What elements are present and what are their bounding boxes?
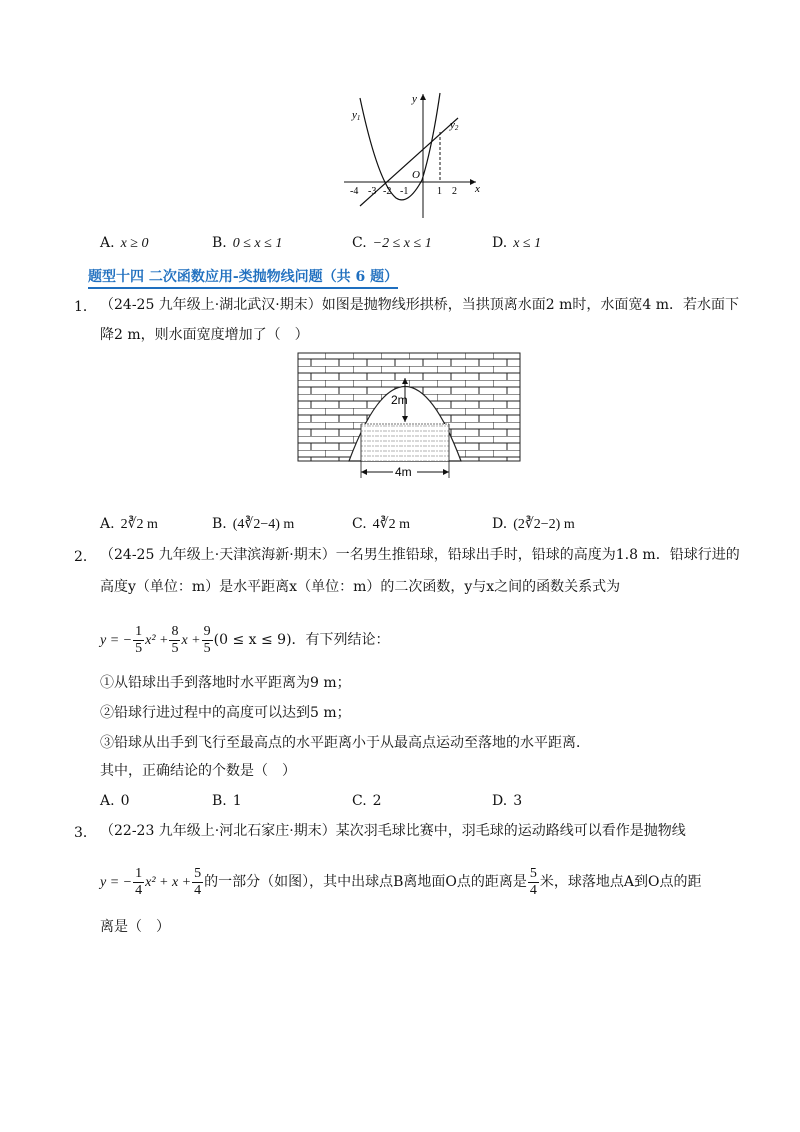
question-number: 1． [74,299,97,315]
tick-label: -3 [368,186,377,197]
question-text: 高度y（单位：m）是水平距离x（单位：m）的二次函数，y与x之间的函数关系式为 [100,579,621,595]
question-text: （24-25 九年级上·天津滨海新·期末）一名男生推铅球，铅球出手时，铅球的高度为1.8 m．铅球行进的 [100,547,740,563]
formula: y = − $\frac{1}{4}$ x² + x + $\frac{5}{4}$ 的一部分（如图），其中出球点B离地面O点的距离是 $\frac{5}{4}$ 米，球落地点A到O点的距 [100,865,702,898]
tick-label: 1 [437,186,442,197]
conclusion-3: ③铅球从出手到飞行至最高点的水平距离小于从最高点运动至落地的水平距离． [100,735,590,751]
x-axis-label: x [475,183,480,195]
option-c: C. 2 [352,793,382,809]
height-label: 2m [391,393,408,407]
fraction: $\frac{8}{5}$ [171,623,179,656]
fraction: $\frac{5}{4}$ [529,865,537,898]
fraction: $\frac{9}{5}$ [203,623,211,656]
origin-label: O [412,169,420,181]
width-label: 4m [395,465,412,479]
tick-label: 2 [452,186,457,197]
option-b: B. 1 [212,793,242,809]
conclusion-1: ①从铅球出手到落地时水平距离为9 m； [100,675,351,691]
y-axis-arrow [420,94,426,100]
y2-label: y2 [450,119,459,132]
parabola-y1 [360,93,440,200]
question-text: 降2 m，则水面宽度增加了（ ） [100,327,309,343]
question-text: （24-25 九年级上·湖北武汉·期末）如图是抛物线形拱桥，当拱顶离水面2 m时，水面宽4 m．若水面下 [100,297,739,313]
tick-label: -2 [383,186,392,197]
fraction: $\frac{1}{4}$ [135,865,143,898]
section-title: 题型十四 二次函数应用-类抛物线问题（共 6 题） [88,266,398,289]
question-text: 离是（ ） [100,919,170,935]
option-b: B. (4∛2−4) m [212,516,295,532]
question-number: 2． [74,549,97,565]
question-ask: 其中，正确结论的个数是（ ） [100,763,296,779]
fraction: $\frac{5}{4}$ [194,865,202,898]
fraction: $\frac{1}{5}$ [135,623,143,656]
water-region [361,424,449,461]
y-axis-label: y [412,93,417,105]
option-c: C. −2 ≤ x ≤ 1 [352,235,432,251]
function-graph-figure [340,88,490,223]
conclusion-2: ②铅球行进过程中的高度可以达到5 m； [100,705,351,721]
question-text: （22-23 九年级上·河北石家庄·期末）某次羽毛球比赛中，羽毛球的运动路线可以看作是抛物线 [100,823,686,839]
option-c: C. 4∛2 m [352,516,410,532]
option-a: A. x ≥ 0 [100,235,149,251]
option-d: D. 3 [492,793,523,809]
option-a: A. 2∛2 m [100,516,158,532]
y1-label: y1 [352,109,361,122]
arch-bridge-figure [297,352,521,482]
option-a: A. 0 [100,793,130,809]
option-b: B. 0 ≤ x ≤ 1 [212,235,283,251]
formula: y = − $\frac{1}{5}$ x² + $\frac{8}{5}$ x + $\frac{9}{5}$ (0 ≤ x ≤ 9)．有下列结论： [100,623,390,656]
tick-label: -4 [350,186,359,197]
option-d: D. x ≤ 1 [492,235,542,251]
tick-label: -1 [400,186,409,197]
question-number: 3． [74,825,97,841]
option-d: D. (2∛2−2) m [492,516,575,532]
